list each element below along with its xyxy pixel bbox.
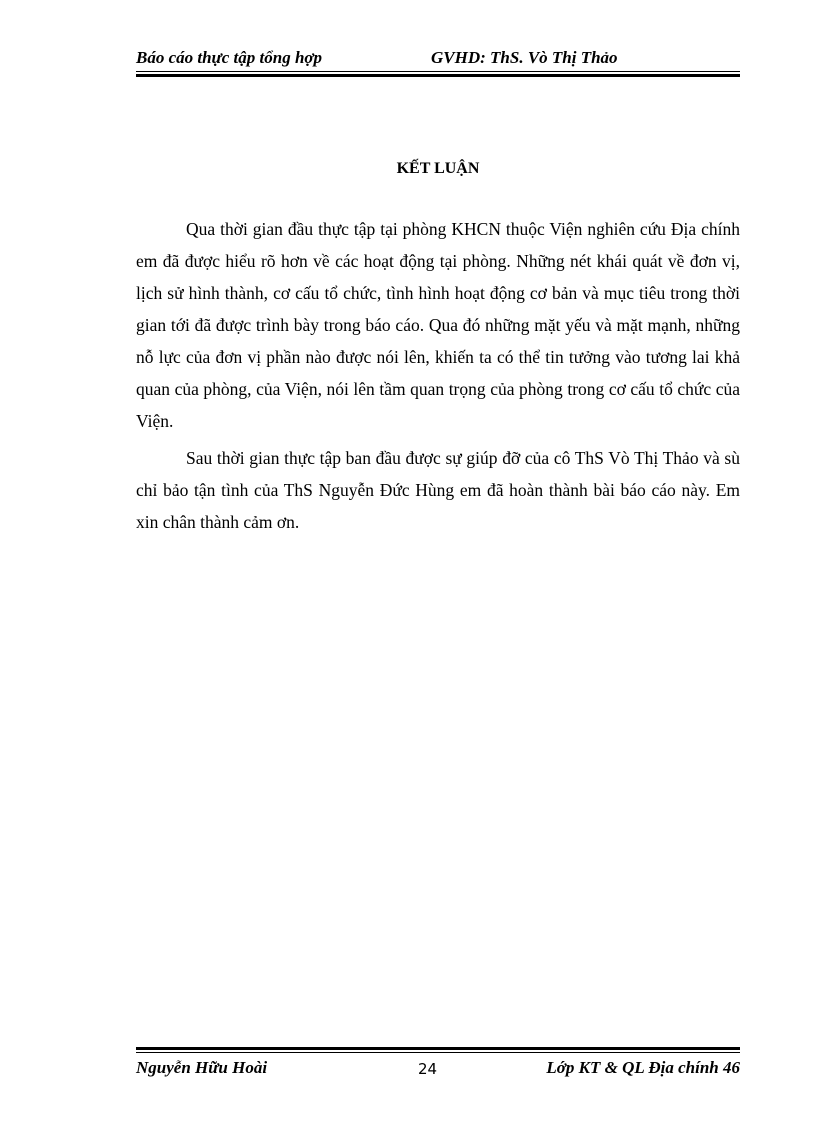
page-number: 24: [418, 1060, 438, 1078]
header-report-title: Báo cáo thực tập tổng hợp: [136, 48, 323, 67]
footer-author: Nguyễn Hữu Hoài: [136, 1058, 268, 1077]
footer-rule-thin: [136, 1052, 740, 1053]
page-footer: [136, 1058, 740, 1082]
paragraph: Sau thời gian thực tập ban đầu được sự giúp đỡ của cô ThS Vò Thị Thảo và sù chỉ bảo tận tình của ThS Nguyễn Đức Hùng em đã hoàn thành bài báo cáo này. Em xin chân thành cảm ơn.: [136, 448, 740, 532]
footer-class: Lớp KT & QL Địa chính 46: [546, 1058, 740, 1077]
page-header: [136, 48, 740, 70]
footer-rule-thick: [136, 1047, 740, 1050]
page-title: KẾT LUẬN: [396, 160, 480, 177]
header-supervisor: GVHD: ThS. Vò Thị Thảo: [431, 48, 618, 67]
header-rule-thick: [136, 74, 740, 77]
paragraph: Qua thời gian đầu thực tập tại phòng KHCN thuộc Viện nghiên cứu Địa chính em đã được hiểu rõ hơn về các hoạt động tại phòng. Những nét khái quát về đơn vị, lịch sử hình thành, cơ cấu tổ chức, tình hình hoạt động cơ bản và mục tiêu trong thời gian tới đã được trình bày trong báo cáo. Qua đó những mặt yếu và mặt mạnh, những nỗ lực của đơn vị phần nào được nói lên, khiến ta có thể tin tưởng vào tương lai khả quan của phòng, của Viện, nói lên tầm quan trọng của phòng trong cơ cấu tổ chức của Viện.: [136, 219, 740, 431]
header-rule-thin: [136, 71, 740, 72]
body-text: [136, 213, 740, 543]
